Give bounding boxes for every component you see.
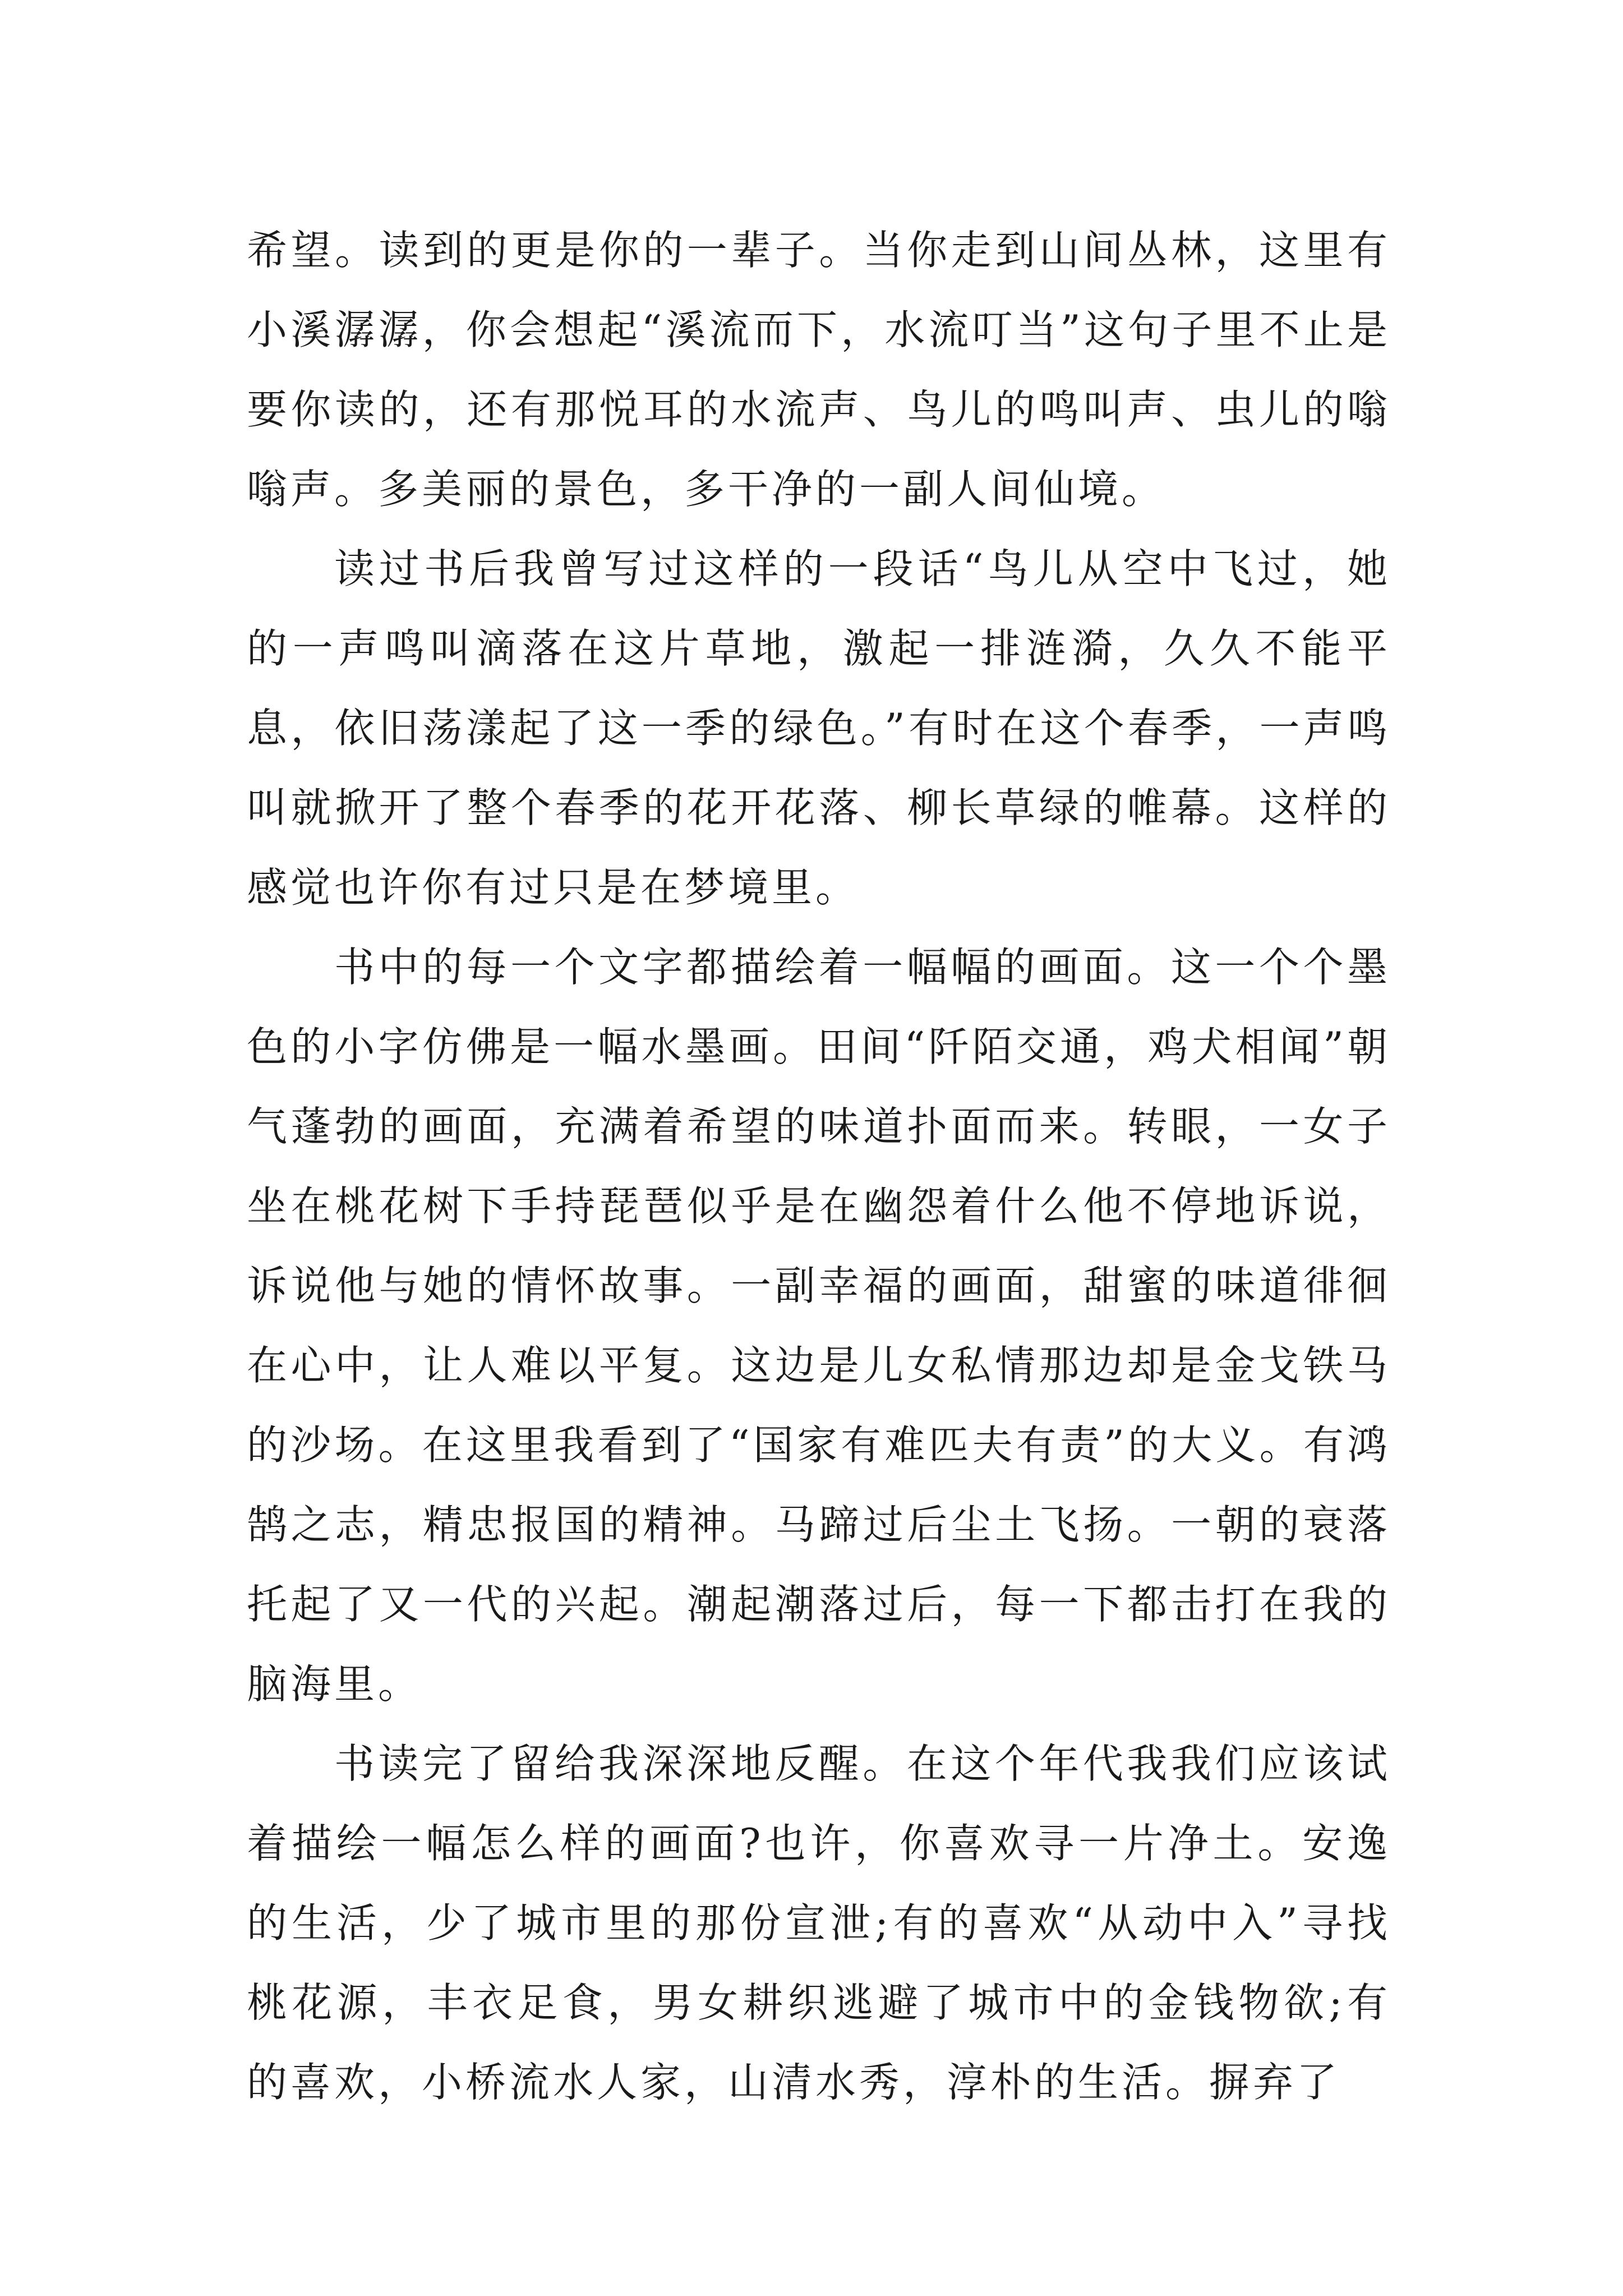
- paragraph-1: 希望。读到的更是你的一辈子。当你走到山间丛林，这里有小溪潺潺，你会想起“溪流而下，水流叮当”这句子里不止是要你读的，还有那悦耳的水流声、鸟儿的鸣叫声、虫儿的嗡嗡声。多美丽的景色，多干净的一副人间仙境。: [247, 227, 1391, 513]
- paragraph-3: 书中的每一个文字都描绘着一幅幅的画面。这一个个墨色的小字仿佛是一幅水墨画。田间“阡陌交通，鸡犬相闻”朝气蓬勃的画面，充满着希望的味道扑面而来。转眼，一女子坐在桃花树下手持琵琶似乎是在幽怨着什么他不停地诉说，诉说他与她的情怀故事。一副幸福的画面，甜蜜的味道徘徊在心中，让人难以平复。这边是儿女私情那边却是金戈铁马的沙场。在这里我看到了“国家有难匹夫有责”的大义。有鸿鹄之志，精忠报国的精神。马蹄过后尘土飞扬。一朝的衰落托起了又一代的兴起。潮起潮落过后，每一下都击打在我的脑海里。: [247, 944, 1391, 1708]
- paragraph-2: 读过书后我曾写过这样的一段话“鸟儿从空中飞过，她的一声鸣叫滴落在这片草地，激起一排涟漪，久久不能平息，依旧荡漾起了这一季的绿色。”有时在这个春季，一声鸣叫就掀开了整个春季的花开花落、柳长草绿的帷幕。这样的感觉也许你有过只是在梦境里。: [247, 545, 1391, 911]
- paragraph-4: 书读完了留给我深深地反醒。在这个年代我我们应该试着描绘一幅怎么样的画面?也许，你喜欢寻一片净土。安逸的生活，少了城市里的那份宣泄;有的喜欢“从动中入”寻找桃花源，丰衣足食，男女耕织逃避了城市中的金钱物欲;有的喜欢，小桥流水人家，山清水秀，淳朴的生活。摒弃了: [247, 1740, 1391, 2106]
- document-body: [247, 210, 1391, 2122]
